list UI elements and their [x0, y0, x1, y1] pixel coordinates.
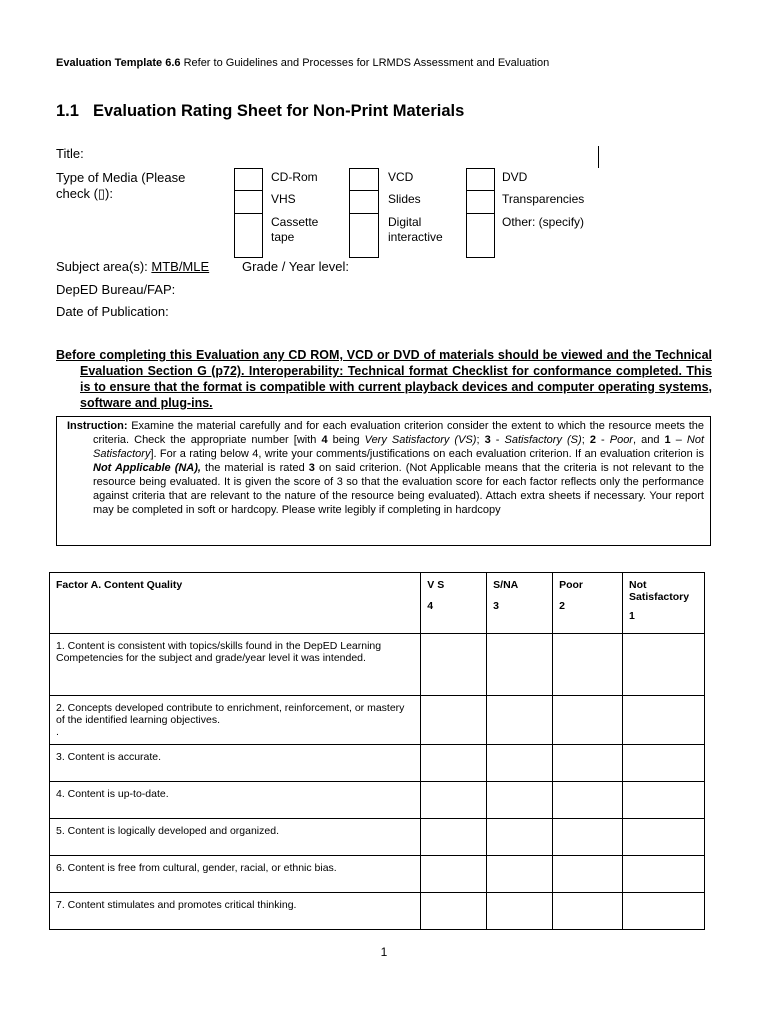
rating-cell[interactable] — [553, 745, 623, 782]
section-title: Evaluation Rating Sheet for Non-Print Materials — [93, 102, 465, 120]
factor-title: Factor A. Content Quality — [50, 573, 421, 634]
rating-cell[interactable] — [622, 893, 704, 930]
media-option-tape: tape — [271, 230, 295, 244]
criterion-5: 5. Content is logically developed and organized. — [50, 819, 421, 856]
media-option-vhs: VHS — [271, 192, 296, 206]
rating-cell[interactable] — [553, 856, 623, 893]
media-option-vcd: VCD — [388, 170, 414, 184]
text-cursor — [598, 146, 599, 168]
column-header-vs: V S 4 — [421, 573, 487, 634]
subject-area-label: Subject area(s): — [56, 259, 152, 274]
deped-bureau-label: DepED Bureau/FAP: — [56, 282, 176, 297]
rating-cell[interactable] — [487, 856, 553, 893]
checkbox-other[interactable] — [467, 214, 494, 257]
rating-cell[interactable] — [553, 634, 623, 696]
media-type-label-line1: Type of Media (Please — [56, 170, 186, 185]
column-header-sna: S/NA 3 — [487, 573, 553, 634]
rating-cell[interactable] — [487, 819, 553, 856]
media-option-digital: Digital — [388, 215, 422, 229]
rating-cell[interactable] — [487, 634, 553, 696]
column-header-poor: Poor 2 — [553, 573, 623, 634]
rating-cell[interactable] — [553, 696, 623, 745]
rating-cell[interactable] — [487, 782, 553, 819]
criterion-4: 4. Content is up-to-date. — [50, 782, 421, 819]
rating-cell[interactable] — [421, 856, 487, 893]
rating-cell[interactable] — [553, 819, 623, 856]
criterion-7: 7. Content stimulates and promotes critical thinking. — [50, 893, 421, 930]
pre-evaluation-notice: Before completing this Evaluation any CD ROM, VCD or DVD of materials should be viewed and the Technical Evaluation Section G (p72). Interoperability: Technical format Checklist for conformance completed. This is to ensure that the format is compatible with current playback devices and computer operating systems, software and plug-ins. — [56, 348, 712, 410]
rating-cell[interactable] — [421, 893, 487, 930]
rating-cell[interactable] — [622, 745, 704, 782]
rating-cell[interactable] — [622, 856, 704, 893]
checkbox-digital-interactive[interactable] — [350, 214, 378, 257]
table-row — [50, 745, 705, 782]
section-heading — [56, 102, 464, 121]
rating-cell[interactable] — [421, 634, 487, 696]
table-header-row — [50, 573, 705, 634]
table-row — [50, 819, 705, 856]
table-row — [50, 782, 705, 819]
subject-area-value: MTB/MLE — [151, 259, 210, 274]
rating-cell[interactable] — [622, 696, 704, 745]
media-option-interactive: interactive — [388, 230, 443, 244]
table-row — [50, 634, 705, 696]
template-name: Evaluation Template 6.6 — [56, 57, 181, 69]
header-reference: Refer to Guidelines and Processes for LRMDS Assessment and Evaluation — [180, 57, 550, 69]
instruction-box — [56, 416, 711, 546]
column-header-not-satisfactory: Not Satisfactory 1 — [622, 573, 704, 634]
grade-level-label: Grade / Year level: — [242, 259, 349, 274]
document-header — [56, 57, 549, 69]
publication-date-label: Date of Publication: — [56, 304, 169, 319]
rating-cell[interactable] — [553, 782, 623, 819]
instruction-text: Instruction: Examine the material carefully and for each evaluation criterion consider the extent to which the resource meets the criteria. Check the appropriate number [with 4 being Very Satisfactory (VS); 3 - Satisfactory (S); 2 - Poor, and 1 – Not Satisfactory]. For a rating below 4, write your comments/justifications on each evaluation criterion. If an evaluation criterion is Not Applicable (NA), the material is rated 3 on said criterion. (Not Applicable means that the criteria is not relevant to the resource being evaluated. It is given the score of 3 so that the evaluation score for each factor reflects only the performance against criteria that are relevant to the nature of the resource being evaluated). Attach extra sheets if necessary. Your report may be completed in soft or hardcopy. Please write legibly if completing in hardcopy — [67, 420, 705, 516]
rating-cell[interactable] — [421, 819, 487, 856]
checkbox-cd-rom[interactable] — [235, 169, 262, 189]
checkbox-cassette-tape[interactable] — [235, 214, 262, 257]
rating-cell[interactable] — [421, 782, 487, 819]
factor-a-rating-table — [49, 572, 705, 930]
rating-cell[interactable] — [421, 745, 487, 782]
rating-cell[interactable] — [421, 696, 487, 745]
rating-cell[interactable] — [553, 893, 623, 930]
media-type-label-line2: check (▯): — [56, 186, 113, 201]
media-option-other: Other: (specify) — [502, 215, 585, 229]
checkbox-vcd[interactable] — [350, 169, 378, 189]
checkbox-slides[interactable] — [350, 191, 378, 212]
page-number: 1 — [380, 945, 388, 959]
rating-cell[interactable] — [487, 893, 553, 930]
rating-cell[interactable] — [622, 782, 704, 819]
criterion-2: 2. Concepts developed contribute to enrichment, reinforcement, or mastery of the identified learning objectives. . — [50, 696, 421, 745]
media-option-cd-rom: CD-Rom — [271, 170, 318, 184]
media-option-dvd: DVD — [502, 170, 528, 184]
rating-cell[interactable] — [622, 634, 704, 696]
rating-cell[interactable] — [487, 696, 553, 745]
checkbox-vhs[interactable] — [235, 191, 262, 212]
table-row — [50, 856, 705, 893]
checkbox-dvd[interactable] — [467, 169, 494, 189]
criterion-3: 3. Content is accurate. — [50, 745, 421, 782]
table-row — [50, 893, 705, 930]
section-number: 1.1 — [56, 102, 79, 120]
media-option-transparencies: Transparencies — [502, 192, 585, 206]
rating-cell[interactable] — [622, 819, 704, 856]
title-label: Title: — [56, 146, 84, 161]
criterion-1: 1. Content is consistent with topics/skills found in the DepED Learning Competencies for the subject and grade/year level it was intended. — [50, 634, 421, 696]
table-row — [50, 696, 705, 745]
rating-cell[interactable] — [487, 745, 553, 782]
checkbox-transparencies[interactable] — [467, 191, 494, 212]
criterion-6: 6. Content is free from cultural, gender, racial, or ethnic bias. — [50, 856, 421, 893]
subject-area-field — [56, 259, 209, 274]
media-option-slides: Slides — [388, 192, 421, 206]
media-option-cassette: Cassette — [271, 215, 319, 229]
